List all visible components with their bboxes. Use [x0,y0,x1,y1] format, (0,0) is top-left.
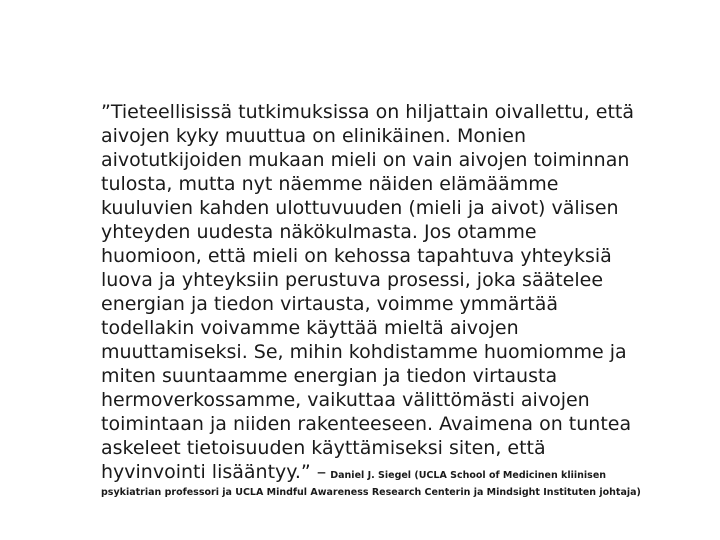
quote-line-9: energian ja tiedon virtausta, voimme ymmärtää [101,293,558,315]
quote-line-10: todellakin voivamme käyttää mieltä aivojen [101,317,519,339]
quote-line-3: aivotutkijoiden mukaan mieli on vain aivojen toiminnan [101,149,630,171]
quote-line-2: aivojen kyky muuttua on elinikäinen. Monien [101,125,527,147]
quote-line-6: yhteyden uudesta näkökulmasta. Jos otamme [101,221,537,243]
attribution-name: Daniel J. Siegel (UCLA School of Medicinen kliinisen [330,470,607,481]
quote-line-5: kuuluvien kahden ulottuvuuden (mieli ja aivot) välisen [101,197,619,219]
quote-line-15: askeleet tietoisuuden käyttämiseksi siten, että [101,437,546,459]
quote-line-7: huomioon, että mieli on kehossa tapahtuva yhteyksiä [101,245,612,267]
quote-line-12: miten suuntaamme energian ja tiedon virtausta [101,365,558,387]
attribution-title: psykiatrian professori ja UCLA Mindful Awareness Research Centerin ja Mindsight Instituten johtaja) [101,487,641,498]
quote-line-16 [101,460,681,484]
quote-line-8: luova ja yhteyksiin perustuva prosessi, joka säätelee [101,269,604,291]
quote-block [101,100,681,500]
quote-line-14: toimintaan ja niiden rakenteeseen. Avaimena on tuntea [101,413,632,435]
quote-line-13: hermoverkossamme, vaikuttaa välittömästi aivojen [101,389,590,411]
quote-line-4: tulosta, mutta nyt näemme näiden elämäämme [101,173,559,195]
quote-line-1: ”Tieteellisissä tutkimuksissa on hiljattain oivallettu, että [101,101,635,123]
quote-closing-text: hyvinvointi lisääntyy.” – [101,461,327,483]
quote-line-11: muuttamiseksi. Se, mihin kohdistamme huomiomme ja [101,341,627,363]
